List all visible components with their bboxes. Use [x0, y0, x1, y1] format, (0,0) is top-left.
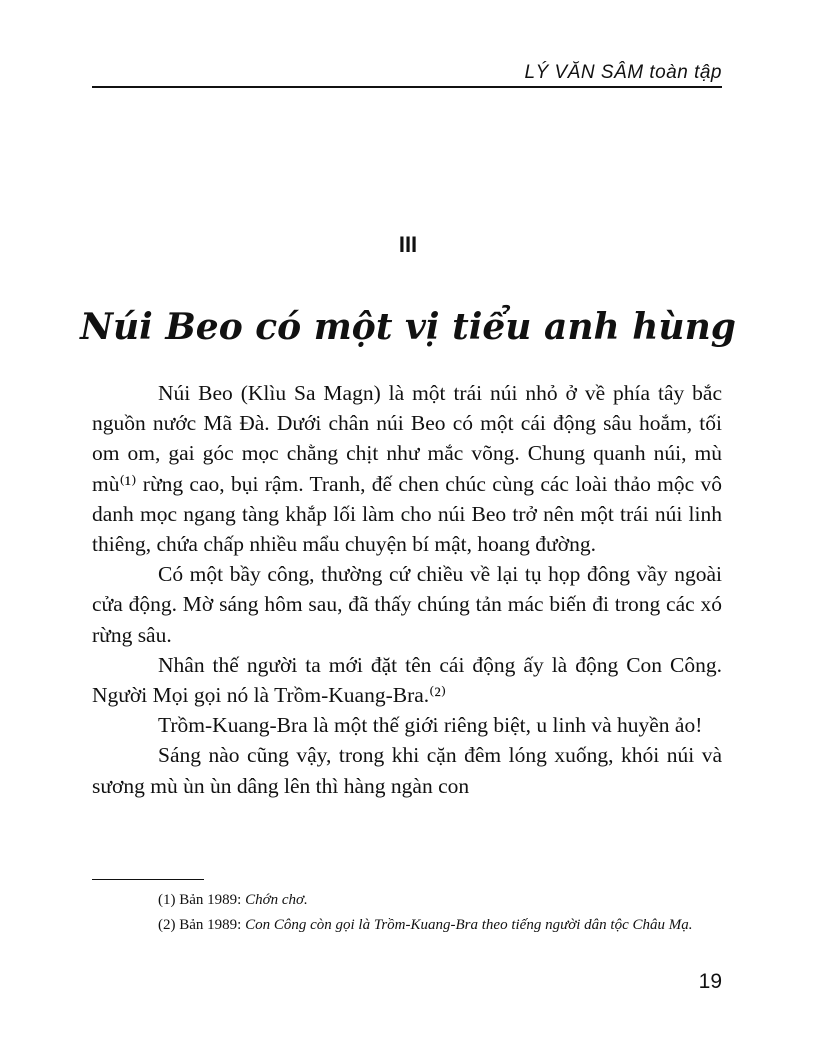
footnotes	[92, 888, 722, 938]
paragraph: Sáng nào cũng vậy, trong khi cặn đêm lóng xuống, khói núi và sương mù ùn ùn dâng lên thì hàng ngàn con	[92, 743, 722, 798]
footnote-rule	[92, 879, 204, 880]
page-number: 19	[698, 970, 722, 993]
footnote-2	[92, 913, 722, 938]
footnote-text: Con Công còn gọi là Trồm-Kuang-Bra theo tiếng người dân tộc Châu Mạ.	[245, 917, 693, 933]
body-text	[92, 378, 722, 801]
chapter-title: Núi Beo có một vị tiểu anh hùng	[80, 306, 736, 348]
footnote-text: Chớn chơ.	[245, 892, 308, 908]
running-head: LÝ VĂN SÂM toàn tập	[524, 62, 722, 83]
header-rule	[92, 86, 722, 88]
chapter-number: III	[398, 232, 418, 257]
paragraph: Núi Beo (Klìu Sa Magn) là một trái núi nhỏ ở về phía tây bắc nguồn nước Mã Đà. Dưới chân núi Beo có một cái động sâu hoắm, tối om om, gai góc mọc chằng chịt như mắc võng. Chung quanh núi, mù mù⁽¹⁾ rừng cao, bụi rậm. Tranh, đế chen chúc cùng các loài thảo mộc vô danh mọc ngang tàng khắp lối làm cho núi Beo trở nên một trái núi linh thiêng, chứa chấp nhiều mẩu chuyện bí mật, hoang đường.	[92, 381, 722, 557]
footnote-1	[92, 888, 722, 913]
footnote-label: (1) Bản 1989:	[158, 892, 246, 908]
paragraph: Nhân thế người ta mới đặt tên cái động ấy là động Con Công. Người Mọi gọi nó là Trồm-Kuang-Bra.⁽²⁾	[92, 652, 722, 708]
footnote-label: (2) Bản 1989:	[158, 917, 246, 933]
paragraph: Có một bầy công, thường cứ chiều về lại tụ họp đông vầy ngoài cửa động. Mờ sáng hôm sau, đã thấy chúng tản mác biến đi trong các xó rừng sâu.	[92, 562, 722, 647]
paragraph: Trồm-Kuang-Bra là một thế giới riêng biệt, u linh và huyền ảo!	[158, 713, 703, 738]
